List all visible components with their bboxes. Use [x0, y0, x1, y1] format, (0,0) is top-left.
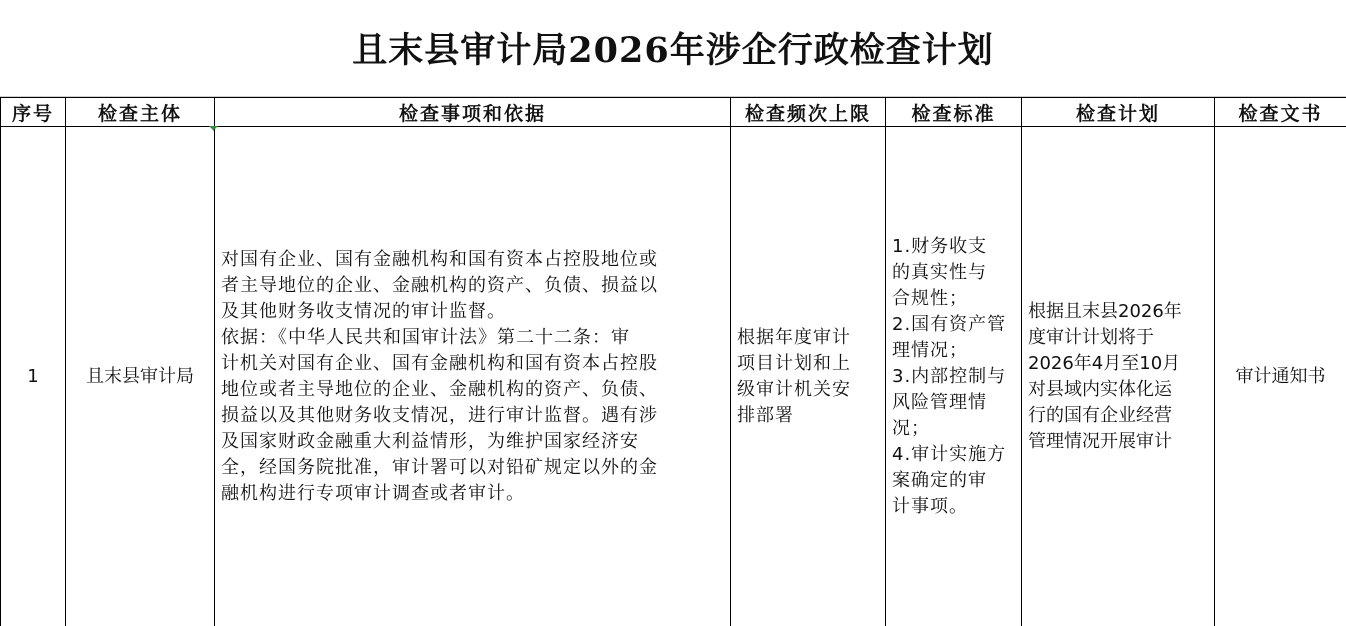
cell-frequency[interactable]	[731, 127, 886, 626]
cell-comment-indicator-icon	[213, 126, 218, 131]
frequency-line: 项目计划和上	[737, 352, 851, 374]
items-basis-line: 及国家财政金融重大利益情形，为维护国家经济安	[221, 430, 639, 452]
header-frequency[interactable]: 检查频次上限	[731, 98, 886, 127]
cell-docs[interactable]	[1215, 127, 1346, 626]
standard-line: 案确定的审	[892, 469, 987, 491]
cell-plan[interactable]	[1022, 127, 1215, 626]
standard-line: 4.审计实施方	[892, 443, 1007, 465]
cell-standard[interactable]	[886, 127, 1022, 626]
items-basis-line: 计机关对国有企业、国有金融机构和国有资本占控股	[221, 352, 658, 374]
subject-value: 且末县审计局	[86, 365, 194, 387]
standard-line: 理情况；	[892, 339, 968, 361]
items-basis-line: 者主导地位的企业、金融机构的资产、负债、损益以	[221, 274, 658, 296]
cell-subject[interactable]	[66, 127, 215, 626]
header-subject[interactable]: 检查主体	[66, 98, 215, 127]
standard-line: 2.国有资产管	[892, 313, 1007, 335]
header-standard[interactable]: 检查标准	[886, 98, 1022, 127]
header-docs[interactable]: 检查文书	[1215, 98, 1346, 127]
plan-line: 管理情况开展审计	[1028, 430, 1172, 452]
items-basis-line: 融机构进行专项审计调查或者审计。	[221, 482, 525, 504]
seq-value: 1	[27, 365, 39, 387]
plan-line: 行的国有企业经营	[1028, 404, 1172, 426]
plan-line: 度审计计划将于	[1028, 326, 1154, 348]
standard-line: 1.财务收支	[892, 235, 988, 257]
table-row	[1, 127, 1346, 626]
header-seq[interactable]: 序号	[1, 98, 66, 127]
frequency-line: 排部署	[737, 404, 794, 426]
items-basis-line: 及其他财务收支情况的审计监督。	[221, 300, 506, 322]
plan-line: 2026年4月至10月	[1028, 352, 1181, 374]
frequency-line: 根据年度审计	[737, 326, 851, 348]
cell-seq[interactable]	[1, 127, 66, 626]
header-row	[1, 98, 1346, 127]
items-basis-line: 对国有企业、国有金融机构和国有资本占控股地位或	[221, 248, 658, 270]
page-title: 且末县审计局2026年涉企行政检查计划	[352, 30, 994, 71]
cell-items-basis[interactable]	[215, 127, 731, 626]
standard-line: 的真实性与	[892, 261, 987, 283]
standard-line: 计事项。	[892, 495, 968, 517]
items-basis-line: 全，经国务院批准，审计署可以对铅矿规定以外的金	[221, 456, 658, 478]
header-plan[interactable]: 检查计划	[1022, 98, 1215, 127]
items-basis-line: 依据：《中华人民共和国审计法》第二十二条：审	[221, 326, 630, 348]
title-cell[interactable]	[0, 0, 1346, 97]
frequency-line: 级审计机关安	[737, 378, 851, 400]
inspection-plan-table	[0, 97, 1346, 626]
items-basis-line: 损益以及其他财务收支情况，进行审计监督。遇有涉	[221, 404, 658, 426]
plan-line: 根据且末县2026年	[1028, 300, 1182, 322]
docs-value: 审计通知书	[1235, 365, 1326, 387]
items-basis-line: 地位或者主导地位的企业、金融机构的资产、负债、	[221, 378, 658, 400]
standard-line: 况；	[892, 417, 930, 439]
header-items-basis[interactable]: 检查事项和依据	[215, 98, 731, 127]
standard-line: 合规性；	[892, 287, 968, 309]
standard-line: 风险管理情	[892, 391, 987, 413]
plan-line: 对县域内实体化运	[1028, 378, 1172, 400]
standard-line: 3.内部控制与	[892, 365, 1007, 387]
